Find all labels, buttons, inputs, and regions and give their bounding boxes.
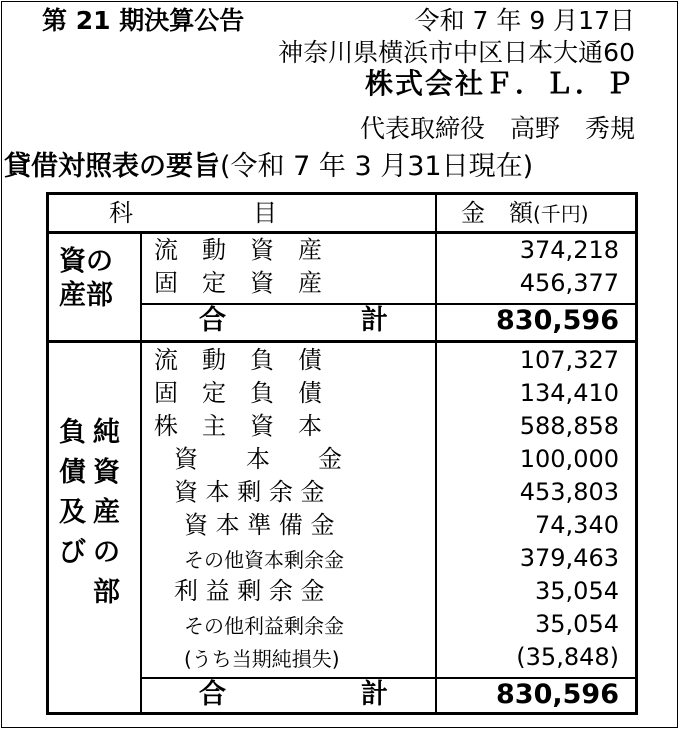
assets-total-label: 合 計: [199, 305, 388, 336]
statement-title: 貸借対照表の要旨(令和 7 年 3 月31日現在): [4, 151, 534, 182]
liability-row-value: 379,463: [519, 544, 619, 572]
assets-total-value: 830,596: [496, 305, 619, 336]
liability-row-label: 資 本 金: [174, 445, 342, 473]
liability-row-label: 資 本 準 備 金: [184, 511, 335, 539]
notice-date: 令和 7 年 9 月17日: [414, 6, 635, 35]
liabilities-label-col1: 負 債 及 び: [59, 417, 86, 568]
liability-row-value: 100,000: [519, 445, 619, 473]
liability-row-label: 固 定 負 債: [154, 379, 322, 407]
balance-sheet-table: [46, 192, 638, 715]
liability-row-value: 453,803: [519, 478, 619, 506]
asset-row-label: 流 動 資 産: [154, 236, 322, 264]
column-header-amount: 金 額(千円): [461, 199, 589, 227]
liab-total-label: 合 計: [199, 679, 388, 710]
liability-row-label: 資 本 剰 余 金: [174, 478, 325, 506]
representative: 代表取締役 高野 秀規: [359, 114, 635, 143]
liability-row-label: 利 益 剰 余 金: [174, 577, 325, 605]
notice-title: 第 21 期決算公告: [42, 6, 245, 35]
section-divider: [49, 340, 635, 343]
liab-total-value: 830,596: [496, 679, 619, 710]
asset-row-label: 固 定 資 産: [154, 269, 322, 297]
notice-frame: [1, 1, 678, 728]
company-address: 神奈川県横浜市中区日本大通60: [278, 38, 635, 67]
liability-row-label: その他利益剰余金: [184, 614, 344, 638]
liability-row-label: 流 動 負 債: [154, 346, 322, 374]
liability-row-label: (うち当期純損失): [184, 647, 340, 671]
liability-row-value: 134,410: [519, 379, 619, 407]
assets-section-label: 資の 産部: [59, 246, 113, 311]
liability-row-value: 107,327: [519, 346, 619, 374]
liability-row-value: (35,848): [516, 643, 619, 671]
liability-row-label: 株 主 資 本: [154, 412, 322, 440]
liability-row-value: 74,340: [535, 511, 619, 539]
liabilities-label-col2: 純 資 産 の 部: [93, 417, 120, 608]
company-name: 株式会社Ｆ．Ｌ．Ｐ: [364, 67, 635, 100]
column-header-subject: 科 目: [109, 199, 277, 227]
liability-row-value: 35,054: [535, 610, 619, 638]
asset-row-value: 456,377: [519, 269, 619, 297]
header-divider: [49, 231, 635, 234]
col-divider-amount: [435, 195, 437, 713]
liability-row-value: 35,054: [535, 577, 619, 605]
liability-row-value: 588,858: [519, 412, 619, 440]
asset-row-value: 374,218: [519, 236, 619, 264]
liability-row-label: その他資本剰余金: [184, 548, 344, 572]
